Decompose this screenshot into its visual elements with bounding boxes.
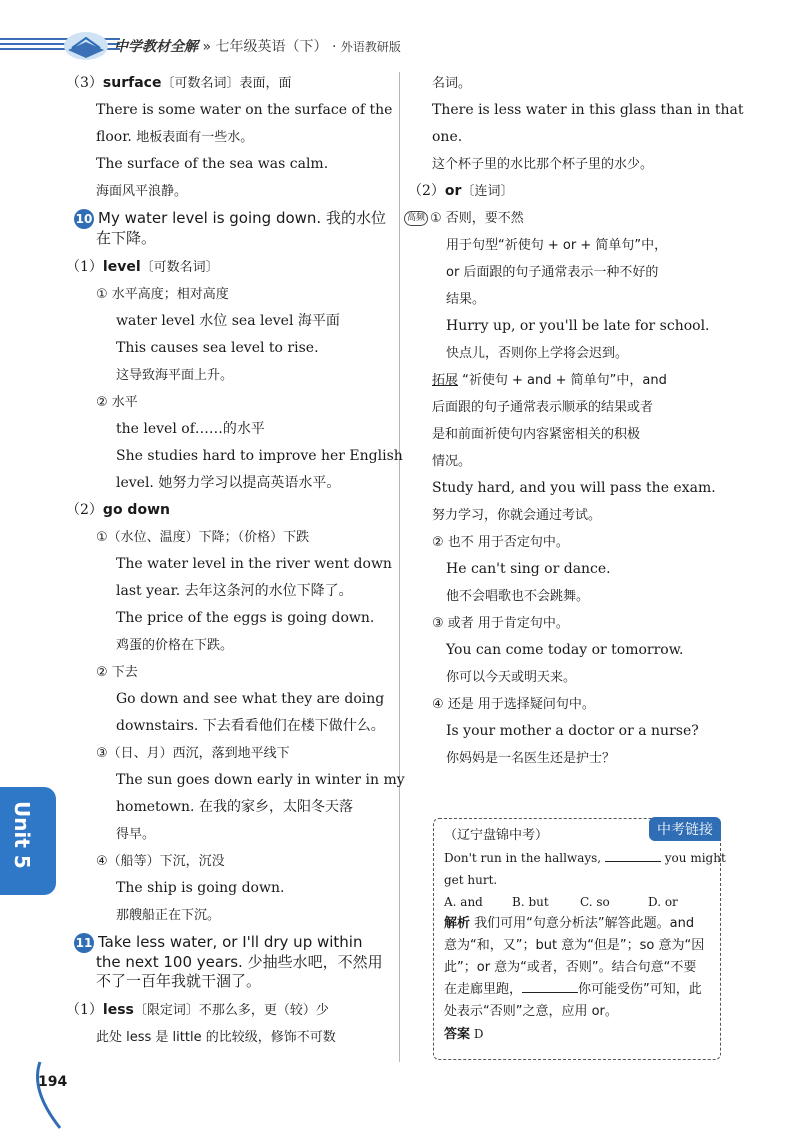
entry-surface: （3）surface〔可数名词〕表面，面 (66, 75, 292, 91)
page-number: 194 (38, 1074, 68, 1090)
translation-line: 努力学习，你就会通过考试。 (432, 508, 602, 523)
analysis-line: 意为“和，又”；but 意为“但是”；so 意为“因 (444, 938, 705, 953)
example-line: water level 水位 sea level 海平面 (116, 313, 340, 329)
sense-line: ④（船等）下沉，沉没 (96, 854, 225, 869)
unit-label: Unit 5 (10, 801, 34, 869)
sentence-number-badge: 11 (74, 933, 94, 953)
exam-link-tag: 中考链接 (649, 817, 721, 841)
usage-line: 用于句型“祈使句 + or + 简单句”中， (446, 238, 668, 253)
example-line: the level of……的水平 (116, 421, 265, 437)
sense-line: ①（水位、温度）下降；（价格）下跌 (96, 530, 310, 545)
analysis-line: 处表示“否则”之意，应用 or。 (444, 1004, 618, 1019)
extension-line: 是和前面祈使句内容紧密相关的积极 (432, 427, 641, 442)
example-line: one. (432, 129, 463, 145)
example-line: This causes sea level to rise. (116, 340, 319, 356)
analysis-label: 解析 (444, 916, 471, 931)
sense-line: 高频 ① 否则，要不然 (432, 205, 722, 232)
translation-line: 你可以今天或明天来。 (446, 670, 577, 685)
sense-line: ② 水平 (96, 395, 138, 410)
sense-line: ② 也不 用于否定句中。 (432, 535, 569, 550)
entry-go-down: （2）go down (66, 502, 170, 518)
header-subtitle: 七年级英语（下） (215, 39, 328, 55)
usage-line: or 后面跟的句子通常表示一种不好的 (446, 265, 659, 280)
example-line: Is your mother a doctor or a nurse? (446, 723, 699, 739)
exam-link-box (433, 818, 726, 1060)
book-title: 中学教材全解 (114, 39, 198, 55)
analysis-line: 此”；or 意为“或者，否则”。结合句意“不要 (444, 960, 697, 975)
explanation-line: 此处 less 是 little 的比较级，修饰不可数 (96, 1030, 336, 1045)
sense-line: ③（日、月）西沉，落到地平线下 (96, 746, 290, 761)
question-line: Don't run in the hallways, you might (444, 851, 726, 865)
column-divider (399, 72, 400, 1062)
usage-line: 结果。 (446, 292, 486, 307)
sense-line: ① 水平高度；相对高度 (96, 287, 229, 302)
left-column (66, 70, 405, 1051)
example-line: You can come today or tomorrow. (446, 642, 684, 658)
option-c: C. so (580, 895, 610, 909)
example-line: Hurry up, or you'll be late for school. (446, 318, 710, 334)
example-line: last year. 去年这条河的水位下降了。 (116, 583, 353, 599)
entry-or: （2）or〔连词〕 (408, 183, 514, 199)
key-sentence-11: 11 Take less water, or I'll dry up within the next 100 years. 少抽些水吧，不然用不了一百年我就干涸了。 (75, 933, 383, 990)
answer-line (444, 1023, 714, 1046)
example-line: downstairs. 下去看看他们在楼下做什么。 (116, 718, 385, 734)
answer-blank (522, 980, 578, 993)
answer-label: 答案 (444, 1027, 471, 1042)
translation-line: 那艘船正在下沉。 (116, 908, 221, 923)
header-title (114, 36, 401, 56)
extension-line: 拓展 “祈使句 + and + 简单句”中，and (432, 373, 667, 388)
high-frequency-badge: 高频 (404, 211, 428, 226)
example-line: Go down and see what they are doing (116, 691, 385, 707)
analysis-line: 在走廊里跑， 你可能受伤”可知，此 (444, 982, 702, 997)
example-line: She studies hard to improve her English (116, 448, 403, 464)
analysis-line: 解析 我们可用“句意分析法”解答此题。and (444, 916, 695, 931)
header-separator: » (202, 39, 212, 55)
extension-line: 后面跟的句子通常表示顺承的结果或者 (432, 400, 654, 415)
answer-blank (605, 849, 661, 862)
entry-less: （1）less〔限定词〕不那么多，更（较）少 (66, 1002, 329, 1018)
sense-line: ② 下去 (96, 665, 138, 680)
translation-line: 海面风平浪静。 (96, 184, 188, 199)
exam-source: （辽宁盘锦中考） (444, 828, 549, 843)
page-corner-arc (0, 1060, 120, 1130)
book-icon (62, 26, 110, 62)
entry-level: （1）level〔可数名词〕 (66, 259, 219, 275)
answer-value: D (473, 1027, 484, 1041)
example-line: floor. 地板表面有一些水。 (96, 129, 254, 145)
example-line: level. 她努力学习以提高英语水平。 (116, 475, 341, 491)
translation-line: 鸡蛋的价格在下跌。 (116, 638, 234, 653)
sense-line: ④ 还是 用于选择疑问句中。 (432, 697, 595, 712)
exam-link-content (444, 825, 726, 1046)
example-line: The ship is going down. (116, 880, 285, 896)
option-b: B. but (512, 895, 549, 909)
sense-line: ③ 或者 用于肯定句中。 (432, 616, 569, 631)
option-d: D. or (648, 895, 678, 909)
page-header (0, 0, 800, 64)
translation-line: 这导致海平面上升。 (116, 368, 234, 383)
translation-line: 这个杯子里的水比那个杯子里的水少。 (432, 157, 654, 172)
header-publisher: 外语教研版 (340, 40, 401, 54)
example-line: The water level in the river went down (116, 556, 392, 572)
example-line: Study hard, and you will pass the exam. (432, 480, 716, 496)
option-a: A. and (444, 895, 483, 909)
translation-line: 快点儿，否则你上学将会迟到。 (446, 346, 629, 361)
translation-line: 你妈妈是一名医生还是护士？ (446, 751, 616, 766)
explanation-line: 名词。 (432, 76, 472, 91)
translation-line: 得早。 (116, 827, 156, 842)
example-line: There is less water in this glass than in that (432, 102, 744, 118)
question-line: get hurt. (444, 873, 498, 887)
unit-side-tab (0, 787, 56, 895)
options-row (444, 891, 714, 913)
example-line: He can't sing or dance. (446, 561, 611, 577)
sentence-number-badge: 10 (74, 209, 94, 229)
extension-line: 情况。 (432, 454, 472, 469)
key-sentence-10: 10 My water level is going down. 我的水位在下降。 (75, 209, 386, 247)
translation-line: 他不会唱歌也不会跳舞。 (446, 589, 590, 604)
example-line: The sun goes down early in winter in my (116, 772, 405, 788)
right-column (407, 70, 744, 772)
example-line: hometown. 在我的家乡，太阳冬天落 (116, 799, 353, 815)
extension-label: 拓展 (432, 373, 459, 388)
header-dot: · (331, 39, 337, 55)
example-line: The surface of the sea was calm. (96, 156, 329, 172)
example-line: There is some water on the surface of the (96, 102, 393, 118)
example-line: The price of the eggs is going down. (116, 610, 375, 626)
